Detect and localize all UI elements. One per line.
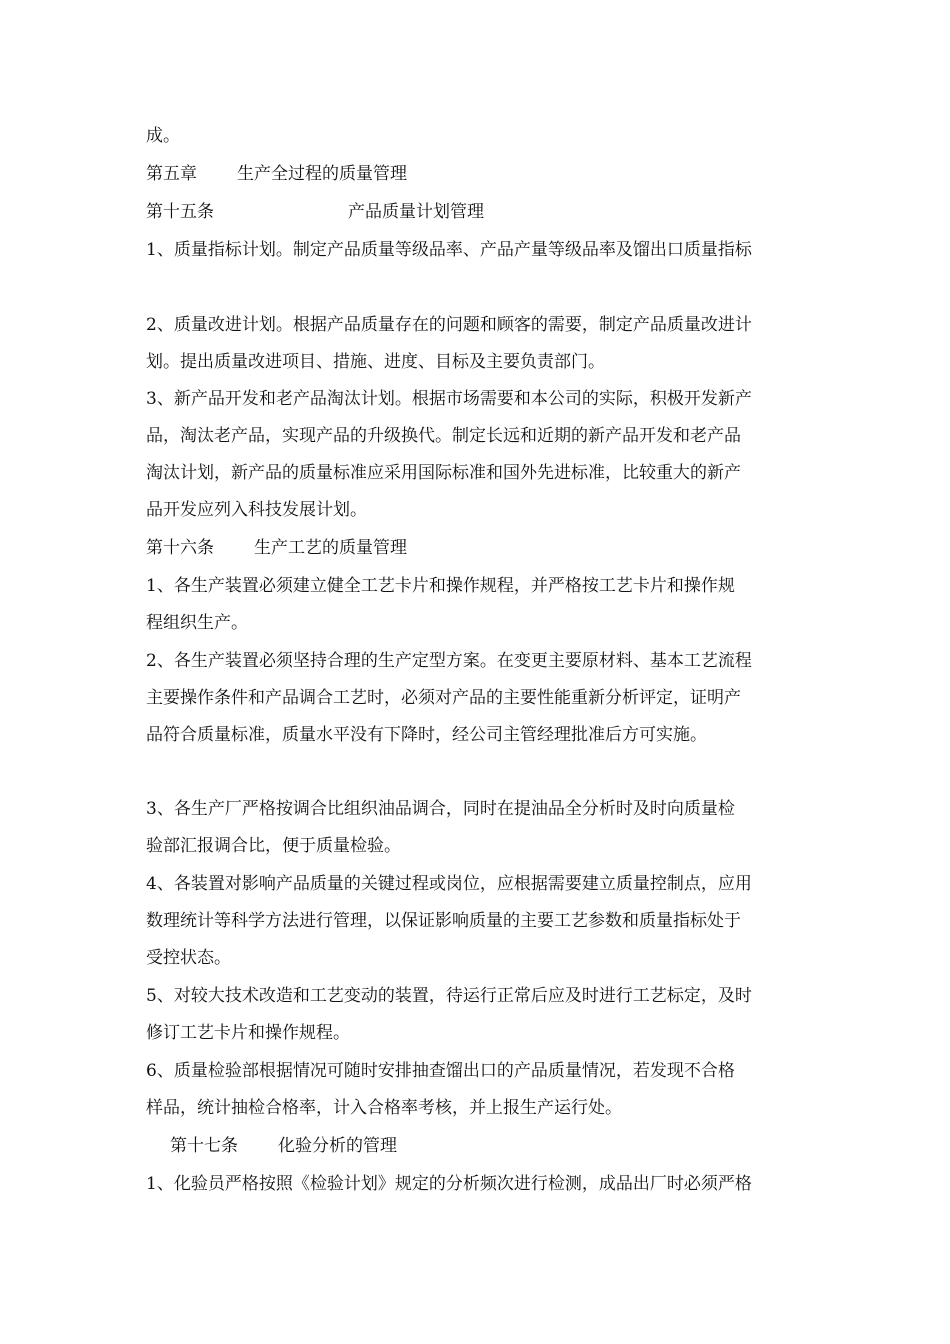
chapter-number: 第五章 <box>146 164 197 184</box>
article-heading <box>170 1135 840 1157</box>
paragraph-line: 4、各装置对影响产品质量的关键过程或岗位，应根据需要建立质量控制点，应用 <box>146 874 752 894</box>
article-title: 产品质量计划管理 <box>348 202 484 222</box>
paragraph-line: 修订工艺卡片和操作规程。 <box>146 1023 350 1043</box>
paragraph-line: 2、各生产装置必须坚持合理的生产定型方案。在变更主要原材料、基本工艺流程 <box>146 651 752 671</box>
article-number: 第十六条 <box>146 538 214 558</box>
paragraph-line: 样品，统计抽检合格率，计入合格率考核，并上报生产运行处。 <box>146 1098 622 1118</box>
paragraph-line: 2、质量改进计划。根据产品质量存在的问题和顾客的需要，制定产品质量改进计 <box>146 315 752 335</box>
paragraph-line: 6、质量检验部根据情况可随时安排抽查馏出口的产品质量情况，若发现不合格 <box>146 1061 735 1081</box>
paragraph-line: 验部汇报调合比，便于质量检验。 <box>146 836 401 856</box>
paragraph-line: 1、质量指标计划。制定产品质量等级品率、产品产量等级品率及馏出口质量指标 <box>146 240 752 260</box>
paragraph-line: 3、各生产厂严格按调合比组织油品调合，同时在提油品全分析时及时向质量检 <box>146 799 735 819</box>
article-heading <box>146 201 816 223</box>
paragraph-line: 淘汰计划，新产品的质量标准应采用国际标准和国外先进标准，比较重大的新产 <box>146 463 741 483</box>
paragraph-line: 成。 <box>146 126 180 146</box>
paragraph-line: 品符合质量标准，质量水平没有下降时，经公司主管经理批准后方可实施。 <box>146 725 707 745</box>
paragraph-line: 程组织生产。 <box>146 613 248 633</box>
paragraph-line: 3、新产品开发和老产品淘汰计划。根据市场需要和本公司的实际，积极开发新产 <box>146 389 752 409</box>
paragraph-line: 主要操作条件和产品调合工艺时，必须对产品的主要性能重新分析评定，证明产 <box>146 688 741 708</box>
paragraph-line: 5、对较大技术改造和工艺变动的装置，待运行正常后应及时进行工艺标定，及时 <box>146 986 752 1006</box>
chapter-heading <box>146 163 816 185</box>
paragraph-line: 1、各生产装置必须建立健全工艺卡片和操作规程，并严格按工艺卡片和操作规 <box>146 576 735 596</box>
paragraph-line: 1、化验员严格按照《检验计划》规定的分析频次进行检测，成品出厂时必须严格 <box>146 1174 752 1194</box>
paragraph-line: 数理统计等科学方法进行管理，以保证影响质量的主要工艺参数和质量指标处于 <box>146 911 741 931</box>
article-title: 生产工艺的质量管理 <box>254 538 407 558</box>
paragraph-line: 品，淘汰老产品，实现产品的升级换代。制定长远和近期的新产品开发和老产品 <box>146 426 741 446</box>
article-title: 化验分析的管理 <box>278 1136 397 1156</box>
paragraph-line: 划。提出质量改进项目、措施、进度、目标及主要负责部门。 <box>146 352 605 372</box>
paragraph-line: 品开发应列入科技发展计划。 <box>146 500 367 520</box>
paragraph-line: 受控状态。 <box>146 948 231 968</box>
chapter-title: 生产全过程的质量管理 <box>237 164 407 184</box>
article-number: 第十七条 <box>170 1136 238 1156</box>
article-heading <box>146 537 816 559</box>
article-number: 第十五条 <box>146 202 214 222</box>
